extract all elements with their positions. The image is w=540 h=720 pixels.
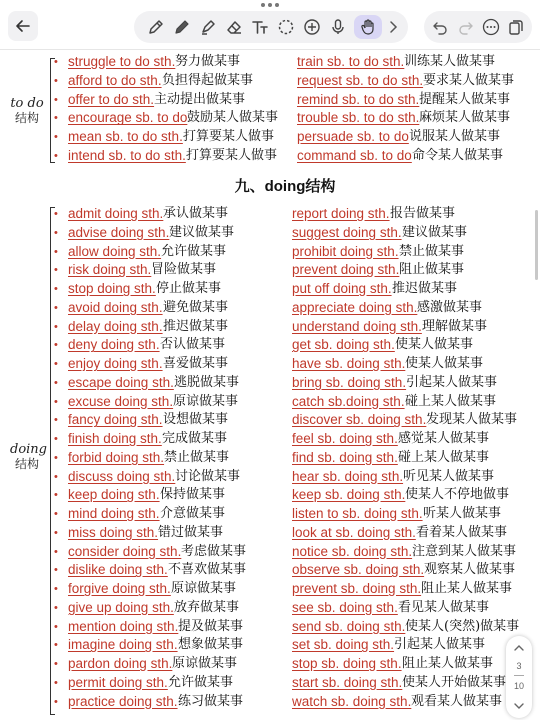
phrase-link[interactable]: prevent sb. doing sth. bbox=[292, 581, 422, 596]
phrase-link[interactable]: keep doing sth. bbox=[68, 487, 160, 503]
phrase-translation: 禁止做某事 bbox=[399, 243, 465, 259]
phrase-link[interactable]: stop doing sth. bbox=[68, 281, 156, 296]
phrase-translation: 阻止某人做某事 bbox=[402, 656, 494, 671]
notebook-page[interactable] bbox=[0, 50, 540, 720]
drawing-tools bbox=[134, 11, 408, 43]
phrase-translation: 原谅做某事 bbox=[171, 581, 237, 596]
undo-button[interactable] bbox=[428, 15, 452, 39]
phrase-translation: 理解做某事 bbox=[422, 318, 488, 334]
phrase-translation: 喜爱做某事 bbox=[163, 356, 229, 371]
doing-label bbox=[10, 442, 48, 472]
phrase-link[interactable]: dislike doing sth. bbox=[68, 562, 168, 578]
bullet-icon: • bbox=[54, 451, 58, 464]
page-navigator bbox=[506, 636, 532, 718]
bullet-icon: • bbox=[54, 150, 58, 162]
phrase-link[interactable]: admit doing sth. bbox=[68, 206, 164, 221]
bullet-icon: • bbox=[54, 301, 58, 314]
bullet-icon: • bbox=[54, 320, 58, 333]
phrase-link[interactable]: hear sb. doing sth. bbox=[292, 468, 404, 484]
to-do-label bbox=[10, 96, 44, 126]
highlighter-icon bbox=[199, 18, 217, 36]
hand-touch-tool[interactable] bbox=[354, 15, 382, 39]
phrase-link[interactable]: fancy doing sth. bbox=[68, 412, 163, 428]
phrase-translation: 考虑做某事 bbox=[181, 543, 247, 559]
phrase-translation: 使某人做某事 bbox=[405, 356, 484, 371]
bullet-icon: • bbox=[54, 470, 58, 483]
bullet-icon: • bbox=[54, 564, 58, 577]
phrase-translation: 建议做某事 bbox=[402, 224, 468, 240]
bullet-icon: • bbox=[54, 601, 58, 614]
phrase-translation: 发现某人做某事 bbox=[426, 412, 518, 428]
phrase-link[interactable]: get sb. doing sth. bbox=[292, 337, 395, 353]
phrase-link[interactable]: miss doing sth. bbox=[68, 524, 159, 540]
more-button[interactable] bbox=[479, 15, 503, 39]
phrase-link[interactable]: give up doing sth. bbox=[68, 599, 174, 615]
phrase-translation: 提及做某事 bbox=[178, 618, 244, 634]
phrase-translation: 碰上某人做某事 bbox=[398, 449, 490, 465]
bullet-icon: • bbox=[54, 658, 58, 670]
phrase-translation: 否认做某事 bbox=[160, 337, 226, 353]
back-button[interactable] bbox=[8, 11, 38, 41]
page-down-icon[interactable] bbox=[513, 700, 525, 712]
phrase-translation: 碰上某人做某事 bbox=[405, 393, 497, 409]
phrase-link[interactable]: suggest doing sth. bbox=[292, 224, 402, 240]
phrase-translation: 想象做某事 bbox=[178, 637, 244, 653]
phrase-link[interactable]: bring sb. doing sth. bbox=[292, 374, 407, 390]
to-do-label-sub: 结构 bbox=[14, 111, 39, 125]
phrase-translation: 推迟做某事 bbox=[392, 281, 458, 296]
pages-icon bbox=[507, 18, 525, 36]
phrase-translation: 阻止某人做某事 bbox=[421, 581, 513, 596]
bullet-icon: • bbox=[54, 545, 58, 558]
bullet-icon: • bbox=[54, 56, 58, 68]
back-arrow-icon bbox=[15, 18, 31, 34]
phrase-translation: 感觉某人做某事 bbox=[398, 431, 490, 446]
phrase-link[interactable]: intend sb. to do sth. bbox=[68, 148, 186, 163]
phrase-link[interactable]: encourage sb. to do bbox=[68, 110, 188, 126]
phrase-translation: 打算要某人做事 bbox=[183, 129, 275, 145]
phrase-link[interactable]: struggle to do sth. bbox=[68, 54, 176, 69]
add-shape-tool[interactable] bbox=[300, 15, 324, 39]
bullet-icon: • bbox=[54, 245, 58, 258]
phrase-translation: 阻止做某事 bbox=[399, 262, 465, 278]
phrase-translation: 鼓励某人做某事 bbox=[187, 110, 279, 126]
phrase-link[interactable]: excuse doing sth. bbox=[68, 393, 174, 409]
bullet-icon: • bbox=[54, 339, 58, 352]
phrase-link[interactable]: trouble sb. to do sth. bbox=[297, 110, 420, 126]
phrase-translation: 引起某人做某事 bbox=[394, 637, 486, 653]
phrase-translation: 建议做某事 bbox=[169, 224, 235, 240]
phrase-link[interactable]: send sb. doing sth. bbox=[292, 618, 406, 634]
phrase-translation: 看见某人做某事 bbox=[398, 599, 490, 615]
bullet-icon: • bbox=[54, 620, 58, 633]
eraser-tool[interactable] bbox=[222, 15, 246, 39]
phrase-link[interactable]: discover sb. doing sth. bbox=[292, 412, 427, 428]
bullet-icon: • bbox=[54, 93, 58, 106]
phrase-translation: 设想做某事 bbox=[163, 412, 229, 428]
phrase-link[interactable]: consider doing sth. bbox=[68, 543, 182, 559]
phrase-translation: 允许做某事 bbox=[168, 674, 234, 690]
bullet-icon: • bbox=[54, 676, 58, 689]
bullet-icon: • bbox=[54, 376, 58, 389]
phrase-translation: 感激做某事 bbox=[417, 299, 483, 315]
phrase-translation: 逃脱做某事 bbox=[174, 374, 240, 390]
phrase-translation: 训练某人做某事 bbox=[404, 54, 496, 69]
phrase-translation: 介意做某事 bbox=[160, 506, 226, 521]
phrase-link[interactable]: set sb. doing sth. bbox=[292, 637, 395, 653]
phrase-link[interactable]: train sb. to do sth. bbox=[297, 54, 405, 69]
bullet-icon: • bbox=[54, 131, 58, 144]
phrase-link[interactable]: offer to do sth. bbox=[68, 91, 155, 107]
phrase-link[interactable]: stop sb. doing sth. bbox=[292, 656, 402, 671]
bullet-icon: • bbox=[54, 489, 58, 502]
phrase-translation: 错过做某事 bbox=[158, 524, 224, 540]
phrase-link[interactable]: avoid doing sth. bbox=[68, 299, 163, 315]
phrase-translation: 推迟做某事 bbox=[163, 318, 229, 334]
phrase-link[interactable]: see sb. doing sth. bbox=[292, 599, 398, 615]
phrase-link[interactable]: prohibit doing sth. bbox=[292, 243, 399, 259]
phrase-translation: 麻烦某人做某事 bbox=[419, 110, 511, 126]
phrase-translation: 要求某人做某事 bbox=[423, 72, 515, 88]
undo-icon bbox=[432, 19, 448, 35]
eraser-icon bbox=[225, 18, 243, 36]
phrase-link[interactable]: delay doing sth. bbox=[68, 318, 163, 334]
phrase-link[interactable]: practice doing sth. bbox=[68, 693, 178, 709]
phrase-link[interactable]: remind sb. to do sth. bbox=[297, 91, 420, 107]
phrase-link[interactable]: allow doing sth. bbox=[68, 243, 162, 259]
phrase-link[interactable]: forgive doing sth. bbox=[68, 581, 171, 596]
bullet-icon: • bbox=[54, 639, 58, 652]
phrase-translation: 观察某人做某事 bbox=[424, 562, 516, 578]
phrase-link[interactable]: put off doing sth. bbox=[292, 281, 392, 296]
redo-icon bbox=[458, 19, 474, 35]
phrase-translation: 停止做某事 bbox=[156, 281, 222, 296]
more-tools-chevron[interactable] bbox=[384, 15, 402, 39]
phrase-link[interactable]: feel sb. doing sth. bbox=[292, 431, 398, 446]
phrase-translation: 使某人不停地做事 bbox=[405, 487, 510, 503]
phrase-link[interactable]: enjoy doing sth. bbox=[68, 356, 163, 371]
bullet-icon: • bbox=[54, 226, 58, 239]
hand-touch-icon bbox=[359, 18, 377, 36]
phrase-translation: 不喜欢做某事 bbox=[168, 562, 247, 578]
phrase-translation: 冒险做某事 bbox=[151, 262, 217, 278]
bullet-icon: • bbox=[54, 414, 58, 427]
phrase-link[interactable]: discuss doing sth. bbox=[68, 468, 176, 484]
bullet-icon: • bbox=[54, 508, 58, 520]
phrase-translation: 使某人做某事 bbox=[395, 337, 474, 353]
phrase-translation: 说服某人做某事 bbox=[409, 129, 501, 145]
phrase-translation: 保持做某事 bbox=[160, 487, 226, 503]
lasso-icon bbox=[277, 18, 295, 36]
phrase-link[interactable]: understand doing sth. bbox=[292, 318, 422, 334]
phrase-translation: 听某人做某事 bbox=[423, 506, 502, 521]
bullet-icon: • bbox=[54, 583, 58, 595]
microphone-icon bbox=[329, 18, 347, 36]
phrase-translation: 使某人(突然)做某事 bbox=[405, 618, 520, 634]
phrase-translation: 命令某人做某事 bbox=[412, 148, 504, 163]
top-toolbar bbox=[0, 0, 540, 50]
bullet-icon: • bbox=[54, 395, 58, 408]
phrase-link[interactable]: notice sb. doing sth. bbox=[292, 543, 413, 559]
bullet-icon: • bbox=[54, 74, 58, 87]
phrase-translation: 报告做某事 bbox=[390, 206, 456, 221]
phrase-translation: 打算要某人做事 bbox=[186, 148, 278, 163]
phrase-link[interactable]: finish doing sth. bbox=[68, 431, 162, 446]
phrase-link[interactable]: pardon doing sth. bbox=[68, 656, 173, 671]
phrase-translation: 提醒某人做某事 bbox=[419, 91, 511, 107]
phrase-link[interactable]: find sb. doing sth. bbox=[292, 449, 398, 465]
bullet-icon: • bbox=[54, 208, 58, 220]
pencil-icon bbox=[173, 18, 191, 36]
lasso-tool[interactable] bbox=[274, 15, 298, 39]
phrase-translation: 禁止做某事 bbox=[164, 449, 230, 465]
bullet-icon: • bbox=[54, 112, 58, 125]
phrase-translation: 允许做某事 bbox=[161, 243, 227, 259]
phrase-link[interactable]: mean sb. to do sth. bbox=[68, 129, 183, 145]
page-divider bbox=[514, 675, 524, 676]
bullet-icon: • bbox=[54, 283, 58, 295]
phrase-link[interactable]: permit doing sth. bbox=[68, 674, 168, 690]
highlighter-tool[interactable] bbox=[196, 15, 220, 39]
phrase-translation: 完成做某事 bbox=[162, 431, 228, 446]
to-do-label-main: to do bbox=[10, 96, 44, 111]
microphone-tool[interactable] bbox=[326, 15, 350, 39]
history-tools bbox=[424, 11, 532, 43]
phrase-link[interactable]: watch sb. doing sth. bbox=[292, 693, 412, 709]
add-shape-icon bbox=[303, 18, 321, 36]
phrase-link[interactable]: have sb. doing sth. bbox=[292, 356, 406, 371]
phrase-link[interactable]: catch sb.doing sth. bbox=[292, 393, 405, 409]
phrase-translation: 主动提出做某事 bbox=[154, 91, 246, 107]
phrase-link[interactable]: listen to sb. doing sth. bbox=[292, 506, 423, 521]
text-tool[interactable] bbox=[248, 15, 272, 39]
phrase-link[interactable]: afford to do sth. bbox=[68, 72, 162, 88]
section-title: 九、doing结构 bbox=[234, 178, 336, 195]
bullet-icon: • bbox=[54, 264, 58, 277]
redo-button[interactable] bbox=[454, 15, 478, 39]
text-tool-icon bbox=[251, 18, 269, 36]
phrase-link[interactable]: start sb. doing sth. bbox=[292, 674, 403, 690]
pencil-tool[interactable] bbox=[170, 15, 194, 39]
phrase-translation: 使某人开始做某事 bbox=[402, 674, 507, 690]
phrase-link[interactable]: look at sb. doing sth. bbox=[292, 524, 416, 540]
phrase-translation: 努力做某事 bbox=[175, 54, 241, 69]
phrase-link[interactable]: report doing sth. bbox=[292, 206, 390, 221]
phrase-translation: 看着某人做某事 bbox=[416, 524, 508, 540]
chevron-right-icon bbox=[388, 20, 398, 34]
drag-handle[interactable] bbox=[261, 3, 279, 7]
bullet-icon: • bbox=[54, 433, 58, 445]
phrase-translation: 注意到某人做某事 bbox=[412, 543, 517, 559]
phrase-translation: 避免做某事 bbox=[163, 299, 229, 315]
phrase-translation: 听见某人做某事 bbox=[403, 468, 495, 484]
phrase-translation: 原谅做某事 bbox=[172, 656, 238, 671]
phrase-link[interactable]: observe sb. doing sth. bbox=[292, 562, 425, 578]
page-up-icon[interactable] bbox=[513, 642, 525, 654]
vertical-scrollbar[interactable] bbox=[535, 210, 538, 280]
phrase-link[interactable]: advise doing sth. bbox=[68, 224, 170, 240]
phrase-translation: 原谅做某事 bbox=[173, 393, 239, 409]
phrase-link[interactable]: forbid doing sth. bbox=[68, 449, 165, 465]
phrase-link[interactable]: keep sb. doing sth. bbox=[292, 487, 406, 503]
bullet-icon: • bbox=[54, 358, 58, 370]
bullet-icon: • bbox=[54, 695, 58, 708]
phrase-link[interactable]: mention doing sth. bbox=[68, 618, 179, 634]
pen-tool[interactable] bbox=[144, 15, 168, 39]
phrase-translation: 负担得起做某事 bbox=[162, 72, 254, 88]
phrase-link[interactable]: persuade sb. to do bbox=[297, 129, 409, 145]
more-icon bbox=[482, 18, 500, 36]
phrase-link[interactable]: command sb. to do bbox=[297, 148, 412, 163]
phrase-link[interactable]: prevent doing sth. bbox=[292, 262, 400, 278]
phrase-link[interactable]: risk doing sth. bbox=[68, 262, 152, 278]
phrase-translation: 引起某人做某事 bbox=[406, 374, 498, 390]
phrase-translation: 放弃做某事 bbox=[174, 599, 240, 615]
total-pages: 10 bbox=[513, 681, 524, 691]
phrase-link[interactable]: escape doing sth. bbox=[68, 374, 174, 390]
pages-button[interactable] bbox=[504, 15, 528, 39]
doing-label-sub: 结构 bbox=[14, 457, 39, 471]
phrase-link[interactable]: request sb. to do sth. bbox=[297, 72, 424, 88]
phrase-link[interactable]: mind doing sth. bbox=[68, 506, 160, 521]
pen-icon bbox=[147, 18, 165, 36]
doing-label-main: doing bbox=[10, 442, 48, 457]
phrase-link[interactable]: imagine doing sth. bbox=[68, 637, 178, 653]
current-page: 3 bbox=[516, 661, 522, 671]
phrase-link[interactable]: appreciate doing sth. bbox=[292, 299, 418, 315]
bullet-icon: • bbox=[54, 526, 58, 539]
phrase-translation: 讨论做某事 bbox=[175, 468, 241, 484]
phrase-translation: 观看某人做某事 bbox=[411, 693, 503, 709]
phrase-translation: 承认做某事 bbox=[163, 206, 229, 221]
phrase-link[interactable]: deny doing sth. bbox=[68, 337, 160, 353]
phrase-translation: 练习做某事 bbox=[178, 693, 244, 709]
